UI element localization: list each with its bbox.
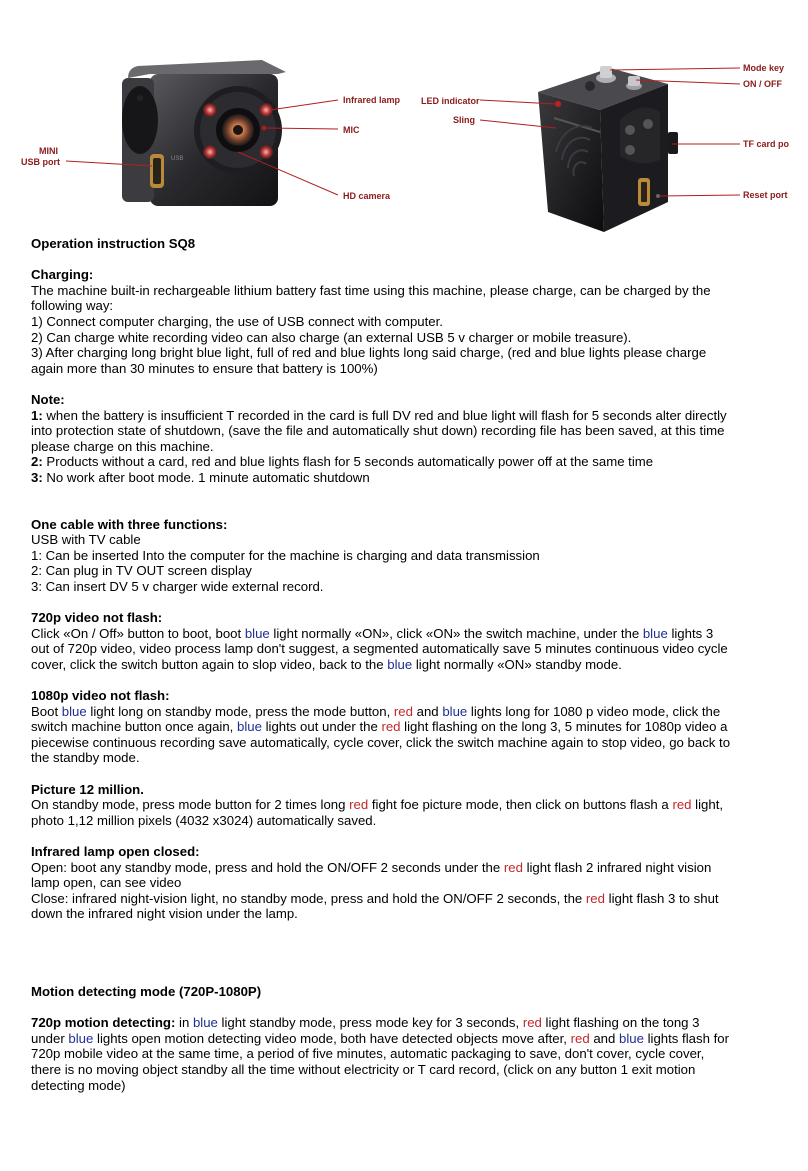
document-title: Operation instruction SQ8 <box>31 236 196 251</box>
cable-line: 1: Can be inserted Into the computer for the machine is charging and data transmission <box>31 547 540 563</box>
label-usb-port: USB port <box>21 157 60 167</box>
cable-line: 2: Can plug in TV OUT screen display <box>31 563 252 579</box>
charging-item: 2) Can charge white recording video can also charge (an external USB 5 v charger or mobile treasure). <box>31 329 632 345</box>
label-tf-card: TF card po <box>743 139 790 149</box>
label-on-off: ON / OFF <box>743 79 782 89</box>
motion-heading: Motion detecting mode (720P-1080P) <box>31 983 262 999</box>
p720-paragraph: Click «On / Off» button to boot, boot blue light normally «ON», click «ON» the switch machine, under the blue lights 3 out of 720p video, video process lamp don't suggest, a segmented automatically save 5 minutes continuous video cycle cover, click the switch button again to slop video, back to the blue light normally «ON» standby mode. <box>31 625 728 672</box>
label-sling: Sling <box>453 115 475 125</box>
label-infrared-lamp: Infrared lamp <box>343 95 401 105</box>
infrared-heading: Infrared lamp open closed: <box>31 843 200 859</box>
charging-item: 3) After charging long bright blue light, full of red and blue lights long said charge, (red and blue lights please charge again more than 30 minutes to ensure that battery is 100%) <box>31 345 707 376</box>
p720-heading: 720p video not flash: <box>31 610 163 626</box>
svg-text:USB: USB <box>171 156 184 162</box>
p1080-heading: 1080p video not flash: <box>31 688 170 704</box>
camera-back-view <box>538 66 678 232</box>
label-mini: MINI <box>39 146 58 156</box>
label-reset-port: Reset port <box>743 190 788 200</box>
label-hd-camera: HD camera <box>343 191 391 201</box>
charging-intro: The machine built-in rechargeable lithium battery fast time using this machine, please charge, can be charged by the following way: <box>31 282 711 314</box>
note-item: 1: when the battery is insufficient T recorded in the card is full DV red and blue light will flash for 5 seconds alter directly into protection state of shutdown, (save the file and automatically shut down) recording file has been saved, at this time please charge on this machine. <box>31 407 727 454</box>
p1080-paragraph: Boot blue light long on standby mode, press the mode button, red and blue lights long for 1080 p video mode, click the switch machine button once again, blue lights out under the red light flashing on the long 3, 5 minutes for 1080p video a piecewise continuous recording save automatically, cycle cover, click the switch machine again to stop video, go back to the standby mode. <box>31 703 731 766</box>
charging-heading: Charging: <box>31 267 94 283</box>
cable-line: 3: Can insert DV 5 v charger wide external record. <box>31 578 324 594</box>
charging-item: 1) Connect computer charging, the use of USB connect with computer. <box>31 313 443 329</box>
label-mode-key: Mode key <box>743 63 785 73</box>
motion-paragraph: 720p motion detecting: in blue light standby mode, press mode key for 3 seconds, red light flashing on the tong 3 under blue lights open motion detecting video mode, both have detected objects move after, red and blue lights flash for 720p mobile video at the same time, a period of five minutes, automatic packaging to save, don't cover, cycle cover, there is no moving object standby all the time without electricity or T card record, (click on any button 1 exit motion detecting mode) <box>31 1015 729 1093</box>
instruction-body <box>31 236 731 1093</box>
infrared-open: Open: boot any standby mode, press and hold the ON/OFF 2 seconds under the red light flash 2 infrared night vision lamp open, can see video <box>31 859 712 891</box>
note-heading: Note: <box>31 391 65 407</box>
picture-paragraph: On standby mode, press mode button for 2 times long red fight foe picture mode, then click on buttons flash a red light, photo 1,12 million pixels (4032 x3024) automatically saved. <box>31 797 724 828</box>
note-item: 3: No work after boot mode. 1 minute automatic shutdown <box>31 469 370 485</box>
note-item: 2: Products without a card, red and blue lights flash for 5 seconds automatically power off at the same time <box>31 454 654 470</box>
camera-front-view <box>122 60 286 206</box>
label-mic: MIC <box>343 125 360 135</box>
label-led-indicator: LED indicator <box>421 96 480 106</box>
infrared-close: Close: infrared night-vision light, no standby mode, press and hold the ON/OFF 2 seconds, the red light flash 3 to shut down the infrared night vision under the lamp. <box>31 890 719 922</box>
cable-line: USB with TV cable <box>31 532 141 548</box>
product-figure <box>0 0 808 240</box>
cable-heading: One cable with three functions: <box>31 516 228 532</box>
picture-heading: Picture 12 million. <box>31 781 144 797</box>
